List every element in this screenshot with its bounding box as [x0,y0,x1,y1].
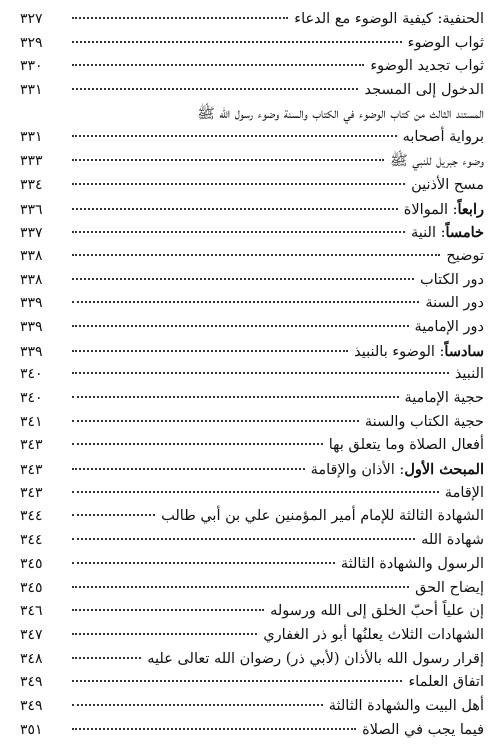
toc-page-number: ٣٣٨ [20,247,43,264]
toc-page-number: ٣٢٧ [20,11,43,27]
toc-entry-title [365,411,484,435]
toc-entry-title [364,79,484,103]
dot-leader [72,325,409,327]
toc-entry-title [415,316,484,340]
toc-entry-text: إيضاح الحق [415,579,484,596]
toc-page-number: ٣٤٥ [20,579,43,596]
toc-entry [20,198,484,222]
toc-page-number: ٣٥١ [20,721,43,738]
toc-entry [20,577,484,601]
dot-leader [72,443,323,445]
toc-entry-heading: خامساً [445,224,484,242]
toc-entry [20,387,484,411]
dot-leader [72,159,384,161]
toc-entry-title [455,363,484,387]
toc-entry-text: دور الكتاب [420,271,484,288]
toc-entry-text: النبيذ [454,366,484,383]
toc-page-number: ٣٣٣ [20,153,43,170]
toc-page-number: ٣٤٩ [20,674,43,691]
dot-leader [72,301,419,303]
toc-entry-title [311,458,484,483]
toc-entry-title [329,434,484,458]
toc-entry-heading: رابعاً [457,200,484,218]
dot-leader [72,704,323,706]
toc-entry [20,529,484,553]
toc-entry [20,553,484,577]
toc-entry [20,340,484,364]
toc-entry [20,505,484,529]
toc-page-number: ٣٤٥ [20,555,43,572]
dot-leader [72,514,155,516]
toc-entry-title [329,695,484,719]
dot-leader [72,562,335,564]
toc-entry-text: أهل البيت والشهادة الثالثة [328,697,484,714]
toc-entry-title [370,55,484,79]
dot-leader [72,372,449,374]
toc-page-number: ٣٣٦ [20,201,43,218]
toc-entry-title [147,648,484,672]
toc-entry [20,8,484,32]
toc-page-number: ٣٤٠ [20,366,43,383]
toc-entry-text: : الموالاة [403,201,458,218]
dot-leader [72,538,415,540]
toc-page-number: ٣٤٨ [20,650,43,667]
toc-page-number: ٣٣٩ [20,295,43,312]
toc-entry [20,292,484,316]
toc-entry [20,174,484,198]
toc-page-number: ٣٤٠ [20,390,43,406]
toc-page-number: ٣٣٠ [20,58,43,75]
toc-page-number: ٣٤٤ [20,532,43,549]
toc-page-number: ٣٣١ [20,82,43,99]
toc-entry [20,363,484,387]
toc-page-number: ٣٢٩ [20,34,43,51]
toc-entry-text: : الأذان والإقامة [310,462,405,479]
toc-page-number: ٣٤٣ [20,462,43,479]
toc-page-number: ٣٤٣ [20,484,43,501]
toc-entry-title [161,505,484,529]
toc-entry-text: دور الإمامية [414,318,484,335]
dot-leader [72,41,402,43]
dot-leader [72,17,288,19]
dot-leader [72,64,364,66]
toc-entry-text: مسح الأذنين [411,176,484,193]
dot-leader [72,254,440,256]
toc-entry-title [405,387,484,411]
toc-entry-text: : النية [411,225,446,242]
toc-entry-title [270,600,484,624]
toc-entry-text: الحنفية: كيفية الوضوء مع الدعاء [294,11,484,27]
toc-entry [20,411,484,435]
toc-entry-text: إن علياً أحبّ الخلق إلى الله ورسوله [270,603,484,620]
toc-page-number: ٣٤٦ [20,603,43,620]
toc-entry-text: الشهادة الثالثة للإمام أمير المؤمنين علي بن أبي طالب [161,508,484,525]
toc-page-number: ٣٣٨ [20,271,43,288]
toc-entry [20,316,484,340]
dot-leader [72,491,439,493]
dot-leader [72,680,402,682]
toc-entry [20,648,484,672]
toc-entry [20,32,484,56]
toc-entry-title [408,671,484,695]
toc-entry-title [446,245,484,269]
toc-entry [20,624,484,648]
toc-entry [20,269,484,293]
dot-leader [72,183,405,185]
toc-entry-text: وضوء جبريل للنبي ﷺ [390,153,484,170]
dot-leader [72,657,141,659]
toc-entry-text: حجية الكتاب والسنة [364,413,484,430]
toc-entry [20,126,484,150]
toc-entry-text: أفعال الصلاة وما يتعلق بها [328,437,484,454]
toc-entry-title [390,150,484,174]
toc-entry-heading: المبحث الأول [404,461,484,479]
toc-entry [20,719,484,743]
dot-leader [72,231,405,233]
toc-entry [20,482,484,506]
toc-entry-text: الرسول والشهادة الثالثة [340,555,484,572]
toc-entry-text: اتفاق العلماء [408,674,484,691]
toc-page-number: ٣٣٤ [20,176,43,193]
toc-entry-text: توضيح [446,247,484,264]
toc-entry-heading: سادساً [444,342,484,360]
toc-entry-title [404,198,484,223]
toc-entry-title [263,624,484,648]
toc-entry-title [354,340,484,365]
toc-entry-text: شهادة الله [421,532,484,549]
toc-entry-text: إقرار رسول الله بالأذان (لأبي ذر) رضوان الله تعالى عليه [147,650,484,667]
toc-entry-text: ثواب الوضوء [407,34,484,51]
dot-leader [72,278,414,280]
toc-entry [20,600,484,624]
dot-leader [72,586,409,588]
toc-entry-title [415,577,484,601]
toc-page-number: ٣٤١ [20,413,43,430]
dot-leader [72,728,356,730]
toc-page-number: ٣٣٩ [20,343,43,360]
dot-leader [72,350,348,352]
dot-leader [72,208,398,210]
toc-entry-title [421,529,484,553]
toc-page-number: ٣٤٩ [20,697,43,714]
toc-entry-text: الدخول إلى المسجد [364,82,484,99]
toc-entry-text: حجية الإمامية [404,390,484,406]
toc-entry [20,55,484,79]
toc-entry-text: : الوضوء بالنبيذ [354,343,445,360]
toc-entry [20,150,484,174]
toc-entry-title [420,269,484,293]
toc-page-number: ٣٤٤ [20,508,43,525]
toc-page-number: ٣٤٣ [20,437,43,454]
toc-entry [20,458,484,482]
dot-leader [72,633,257,635]
dot-leader [72,135,397,137]
toc-entry-title [403,126,484,150]
toc-entry-text: دور السنة [425,295,484,312]
toc-entry-text: برواية أصحابه [402,129,484,146]
toc-entry [20,221,484,245]
toc-entry [20,245,484,269]
toc-entry-title [408,32,484,56]
toc-entry-title [294,8,484,32]
toc-entry [20,103,484,127]
toc-entry-text: ثواب تجديد الوضوء [370,58,484,75]
toc-entry-title [411,221,484,246]
toc-entry [20,79,484,103]
toc-entry-title [197,103,484,127]
toc-entry-title [425,292,484,316]
toc-entry [20,695,484,719]
toc-page-number: ٣٣١ [20,129,43,146]
toc-page-number: ٣٣٩ [20,318,43,335]
dot-leader [72,420,359,422]
toc-entry-title [411,174,484,198]
toc-page-number: ٣٤٧ [20,626,43,643]
dot-leader [72,88,358,90]
toc-entry-text: فيما يجب في الصلاة [362,721,484,738]
toc-entry-text: الإقامة [444,484,484,501]
toc-entry-text: الشهادات الثلاث يعلنُها أبو ذر الغفاري [263,626,484,643]
toc-page-number: ٣٣٧ [20,225,43,242]
dot-leader [72,609,264,611]
toc-entry [20,434,484,458]
dot-leader [72,468,305,470]
toc-entry-title [362,719,484,743]
toc-entry [20,671,484,695]
toc-entry-title [445,482,484,506]
table-of-contents [20,8,484,742]
dot-leader [72,396,399,398]
toc-entry-title [341,553,484,577]
toc-entry-text: المستند الثالث من كتاب الوضوء في الكتاب والسنة وضوء رسول الله ﷺ [197,105,484,122]
